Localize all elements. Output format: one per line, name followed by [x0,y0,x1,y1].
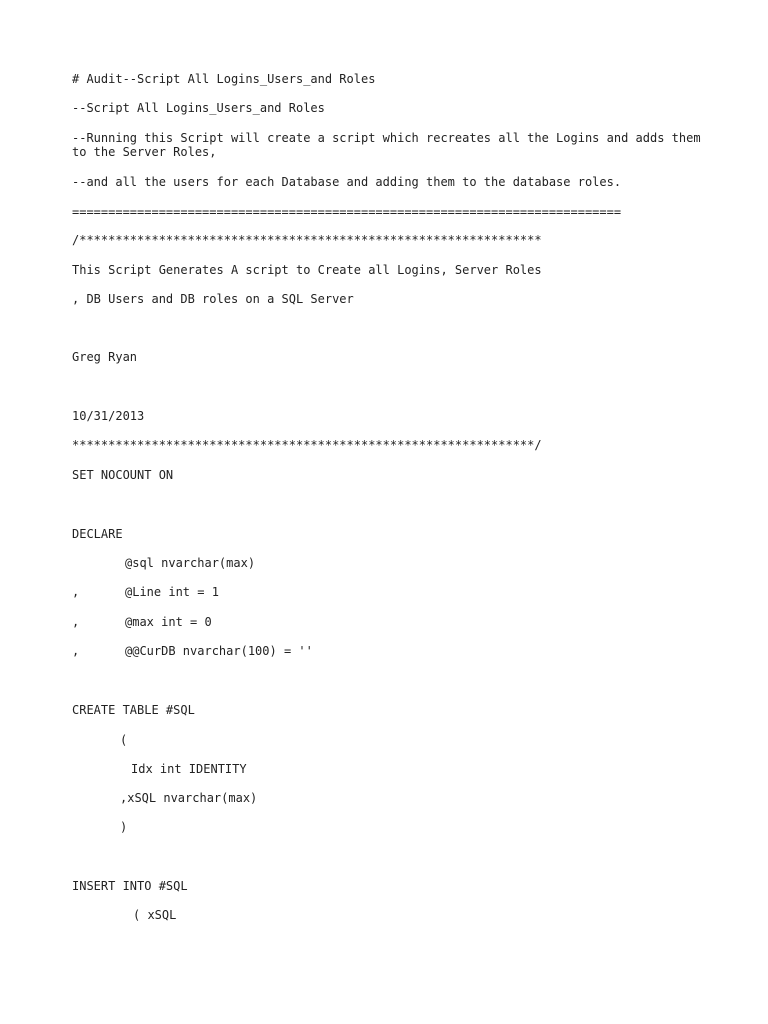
block-comment-end: ****************************************************************/ [72,438,542,452]
code-line: Idx int IDENTITY [131,762,247,776]
author-line: Greg Ryan [72,350,138,364]
code-line: ) [120,820,128,834]
code-line: SET NOCOUNT ON [72,468,174,482]
comment-line: --Running this Script will create a script which recreates all the Logins and adds them to the Server Roles, [72,131,708,159]
code-line: @max int = 0 [125,615,212,629]
code-line: ( xSQL [133,908,177,922]
code-line: @Line int = 1 [125,585,219,599]
code-line: ( [120,733,128,747]
code-comma: , [72,585,80,599]
comment-line: --and all the users for each Database and adding them to the database roles. [72,175,622,189]
code-line: CREATE TABLE #SQL [72,703,195,717]
code-line: @sql nvarchar(max) [125,556,256,570]
code-line: ,xSQL nvarchar(max) [120,791,258,805]
date-line: 10/31/2013 [72,409,145,423]
code-line: INSERT INTO #SQL [72,879,188,893]
code-line: @@CurDB nvarchar(100) = '' [125,644,313,658]
heading-line: # Audit--Script All Logins_Users_and Roles [72,72,376,86]
block-comment-start: /**************************************************************** [72,233,542,247]
description-line: This Script Generates A script to Create all Logins, Server Roles [72,263,542,277]
description-line: , DB Users and DB roles on a SQL Server [72,292,354,306]
code-comma: , [72,644,80,658]
code-comma: , [72,615,80,629]
separator-line: ============================================================================ [72,205,622,219]
code-line: DECLARE [72,527,123,541]
comment-line: --Script All Logins_Users_and Roles [72,101,325,115]
